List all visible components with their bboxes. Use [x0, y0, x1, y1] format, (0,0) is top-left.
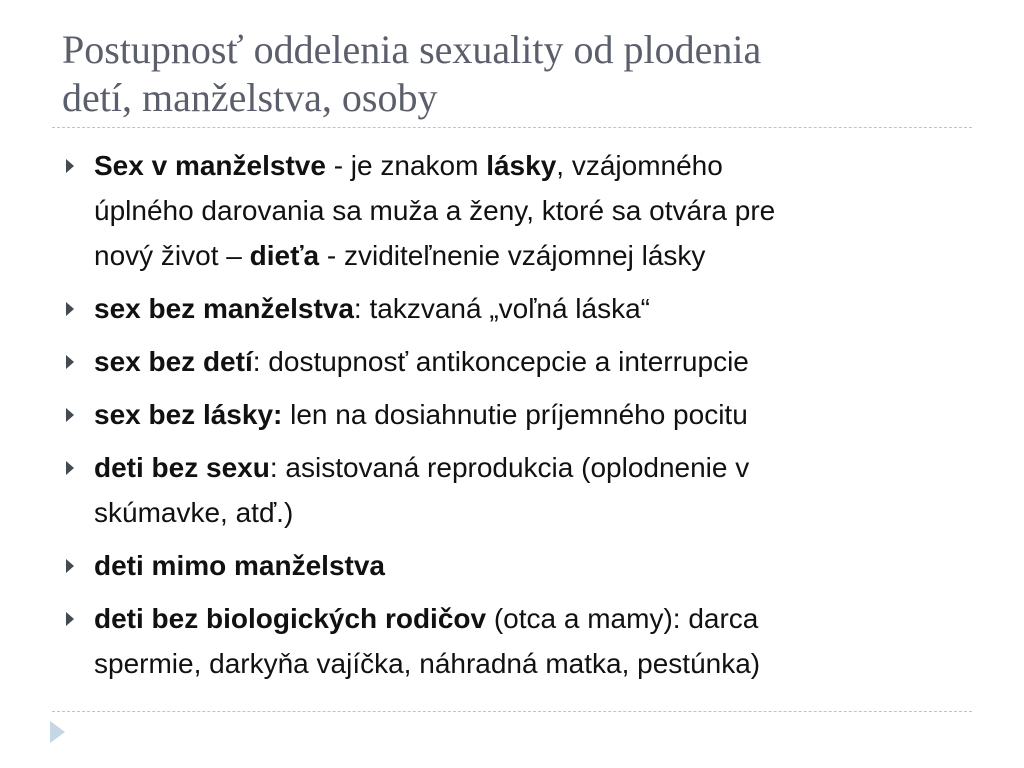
bullet-list — [62, 143, 962, 694]
triangle-right-icon — [66, 559, 74, 573]
triangle-right-icon — [66, 355, 74, 369]
text: , vzájomného — [556, 150, 723, 181]
triangle-right-icon — [66, 408, 74, 422]
bullet-item — [62, 596, 962, 686]
bullet-line — [94, 339, 962, 384]
triangle-right-icon — [66, 302, 74, 316]
slide-title — [62, 26, 982, 122]
title-line: Postupnosť oddelenia sexuality od plodenia — [62, 27, 762, 72]
bullet-line — [94, 188, 962, 233]
bullet-item — [62, 445, 962, 535]
bold-text: Sex v manželstve — [94, 150, 326, 181]
top-divider — [52, 127, 972, 128]
bold-text: deti bez biologických rodičov — [94, 603, 487, 634]
text: - je znakom — [325, 150, 487, 181]
text: nový život – — [94, 240, 250, 271]
title-line: detí, manželstva, osoby — [62, 75, 438, 120]
bullet-line — [94, 286, 962, 331]
triangle-right-icon — [66, 612, 74, 626]
text: spermie, darkyňa vajíčka, náhradná matka, pestúnka) — [94, 648, 761, 679]
text: skúmavke, atď.) — [94, 497, 294, 528]
bullet-line — [94, 233, 962, 278]
bullet-line — [94, 596, 962, 641]
bold-text: deti mimo manželstva — [94, 550, 385, 581]
bold-text: deti bez sexu — [94, 452, 270, 483]
bold-text: sex bez manželstva — [94, 293, 354, 324]
text: úplného darovania sa muža a ženy, ktoré sa otvára pre — [94, 195, 776, 226]
bullet-item — [62, 286, 962, 331]
bullet-line — [94, 641, 962, 686]
text: : asistovaná reprodukcia (oplodnenie v — [269, 452, 750, 483]
bullet-item — [62, 543, 962, 588]
bullet-item — [62, 339, 962, 384]
bullet-line — [94, 543, 962, 588]
text: : takzvaná „voľná láska“ — [353, 293, 650, 324]
bullet-line — [94, 490, 962, 535]
bold-text: lásky — [486, 150, 557, 181]
bottom-divider — [52, 711, 972, 712]
text: (otca a mamy): darca — [486, 603, 759, 634]
text: : dostupnosť antikoncepcie a interrupcie — [252, 346, 749, 377]
text: len na dosiahnutie príjemného pocitu — [282, 399, 748, 430]
bullet-line — [94, 143, 962, 188]
bullet-item — [62, 392, 962, 437]
triangle-right-icon — [66, 159, 74, 173]
bold-text: sex bez lásky: — [94, 399, 283, 430]
next-slide-arrow-icon[interactable] — [50, 721, 65, 743]
bullet-item — [62, 143, 962, 278]
text: - zviditeľnenie vzájomnej lásky — [319, 240, 706, 271]
bold-text: dieťa — [249, 240, 320, 271]
bullet-line — [94, 392, 962, 437]
bullet-line — [94, 445, 962, 490]
bold-text: sex bez detí — [94, 346, 253, 377]
triangle-right-icon — [66, 461, 74, 475]
